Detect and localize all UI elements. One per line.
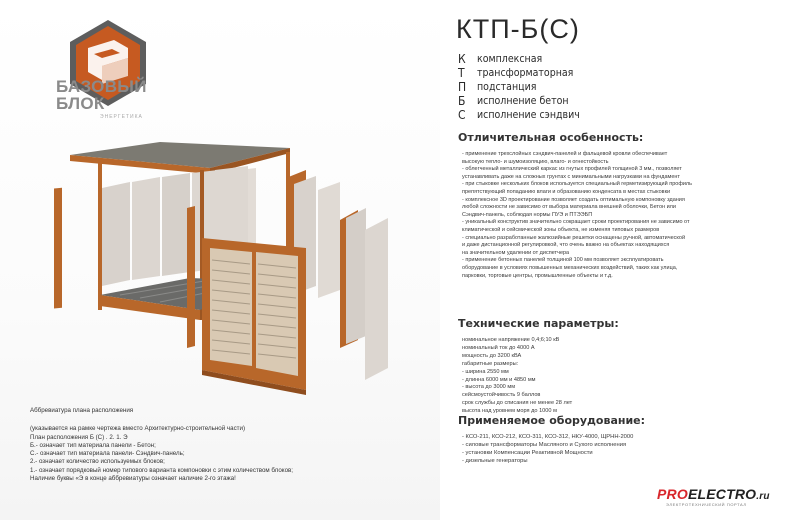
tech-line: высота над уровнем моря до 1000 м — [462, 408, 557, 415]
features-line: устанавливать даже на сложных грунтах с минимальными нагрузками на фундамент — [462, 173, 680, 180]
equipment-line: - установки Компенсации Реактивной Мощности — [462, 450, 593, 457]
equipment-line: - силовые трансформаторы Масляного и Сухого исполнения — [462, 442, 627, 449]
brand-tagline: ЭЛЕКТРОТЕХНИЧЕСКИЙ ПОРТАЛ — [666, 502, 747, 507]
acronym-word: исполнение сэндвич — [477, 109, 580, 121]
features-line: любой сложности не зависимо от выбора материала внешней оболочки, Бетон или — [462, 204, 676, 211]
features-line: - уникальный конструктив значительно сокращает сроки проектирования не зависимо от — [462, 219, 690, 226]
abbreviation-line: План расположения Б (С) . 2. 1. Э — [30, 433, 128, 441]
abbreviation-block — [30, 407, 360, 483]
features-line: на значительном удалении от диспетчера — [462, 249, 570, 256]
equipment-line: - КСО-211, КСО-212, КСО-311, КСО-312, НКУ-4000, ЩРНН-2000 — [462, 434, 634, 440]
features-line: - облегченный металлический каркас из гнутых профилей толщиной 3 мм., позволяет — [462, 166, 682, 173]
tech-line: - высота до 3000 мм — [462, 384, 516, 391]
acronym-word: комплексная — [477, 53, 543, 65]
tech-line: - ширина 2550 мм — [462, 368, 509, 375]
logo-line2: БЛОК — [56, 94, 105, 113]
abbreviation-line: Б.- означает тип материала панели - Бетон; — [30, 441, 156, 449]
tech-line: сейсмоустойчивость 9 баллов — [462, 392, 541, 399]
page-title: КТП-Б(С) — [456, 14, 580, 44]
acronym-row — [458, 94, 580, 108]
logo-line1: БАЗОВЫЙ — [56, 77, 147, 96]
features-line: - применение бетонных панелей толщиной 100 мм позволяет эксплуатировать — [462, 257, 664, 264]
brand-pro: PRO — [657, 486, 688, 502]
features-heading: Отличительная особенность: — [458, 131, 644, 144]
side-frame — [54, 188, 62, 309]
features-line: климатической и сейсмической зоны объекта, не изменяя типовых размеров — [462, 226, 660, 233]
acronym-row — [458, 66, 580, 80]
tech-line: мощность до 3200 кВА — [462, 352, 522, 359]
acronym-list — [458, 52, 580, 122]
tech-line: номинальный ток до 4000 А — [462, 344, 535, 351]
acronym-letter: П — [458, 80, 467, 94]
tech-line: - длинна 6000 мм и 4850 мм — [462, 376, 536, 383]
acronym-letter: К — [458, 52, 466, 66]
acronym-row — [458, 80, 580, 94]
equipment-line: - дизельные генераторы — [462, 458, 528, 465]
acronym-word: подстанция — [477, 81, 537, 93]
corner-post — [98, 160, 102, 310]
abbreviation-line: (указывается на рамке чертежа вместо Архитектурно-строительной части) — [30, 425, 246, 433]
features-line: - при стыковке нескольких блоков используется специальный герметизирующий профиль — [462, 181, 692, 188]
tech-line: номинальное напряжение 0,4;6;10 кВ — [462, 337, 560, 343]
features-line: и даже дистанционной регулировкой, что очень важно на объектах находящихся — [462, 242, 670, 249]
features-line: оборудование в условиях повышенных механических воздействий, таких как улица, — [462, 264, 678, 271]
tech-line: срок службы до списания не менее 28 лет — [462, 400, 573, 407]
logo-subtitle: ЭНЕРГЕТИКА — [100, 114, 143, 120]
features-line: высокую тепло- и шумоизоляцию, влаго- и огнестойкость — [462, 158, 609, 165]
features-list — [462, 151, 762, 280]
brand-logo — [657, 486, 770, 502]
features-line: - комплексное 3D проектирование позволяет создать оптимальную компоновку здания — [462, 196, 685, 203]
tech-list — [462, 337, 722, 416]
equipment-list — [462, 433, 722, 465]
acronym-word: трансформаторная — [477, 67, 574, 79]
abbreviation-line: С.- означает тип материала панели- Сэндвич-панель; — [30, 450, 185, 458]
roof-frame — [70, 142, 290, 174]
acronym-letter: Т — [458, 66, 465, 80]
acronym-row — [458, 108, 580, 122]
acronym-word: исполнение бетон — [477, 95, 569, 107]
brand-electro: ELECTRO — [687, 486, 757, 502]
abbreviation-line: 2.- означает количество используемых блоков; — [30, 458, 165, 466]
acronym-letter: С — [458, 108, 466, 122]
exploded-module-illustration — [40, 130, 440, 400]
front-door — [202, 238, 306, 395]
tech-line: габаритные размеры: — [462, 360, 519, 367]
description-panel — [440, 0, 800, 520]
features-line: препятствующий попаданию влаги и образованию конденсата в местах стыковки — [462, 188, 671, 195]
features-line: - специально разработанные жалюзийные решетки оснащены ручной, автоматической — [462, 234, 686, 241]
features-line: Сэндвич-панель, соблюдая нормы ПУЭ и ПТЭЭБП — [462, 211, 593, 218]
tech-heading: Технические параметры: — [458, 317, 619, 330]
abbreviation-line: 1.- означает порядковый номер типового варианта компоновки с этим количеством блоков; — [30, 466, 294, 474]
brand-ru: .ru — [756, 491, 770, 502]
acronym-letter: Б — [458, 94, 466, 108]
equipment-heading: Применяемое оборудование: — [458, 414, 646, 427]
abbreviation-title: Аббревиатура плана расположения — [30, 407, 134, 414]
features-line: парковки, торговые центры, промышленные объекты и т.д. — [462, 272, 613, 279]
features-line: - применение трехслойных сэндвич-панелей и фальцевой кровли обеспечивает — [462, 151, 668, 157]
abbreviation-line: Наличие буквы «Э в конце аббревиатуры означает наличие 2-го этажа! — [30, 475, 236, 483]
acronym-row — [458, 52, 580, 66]
